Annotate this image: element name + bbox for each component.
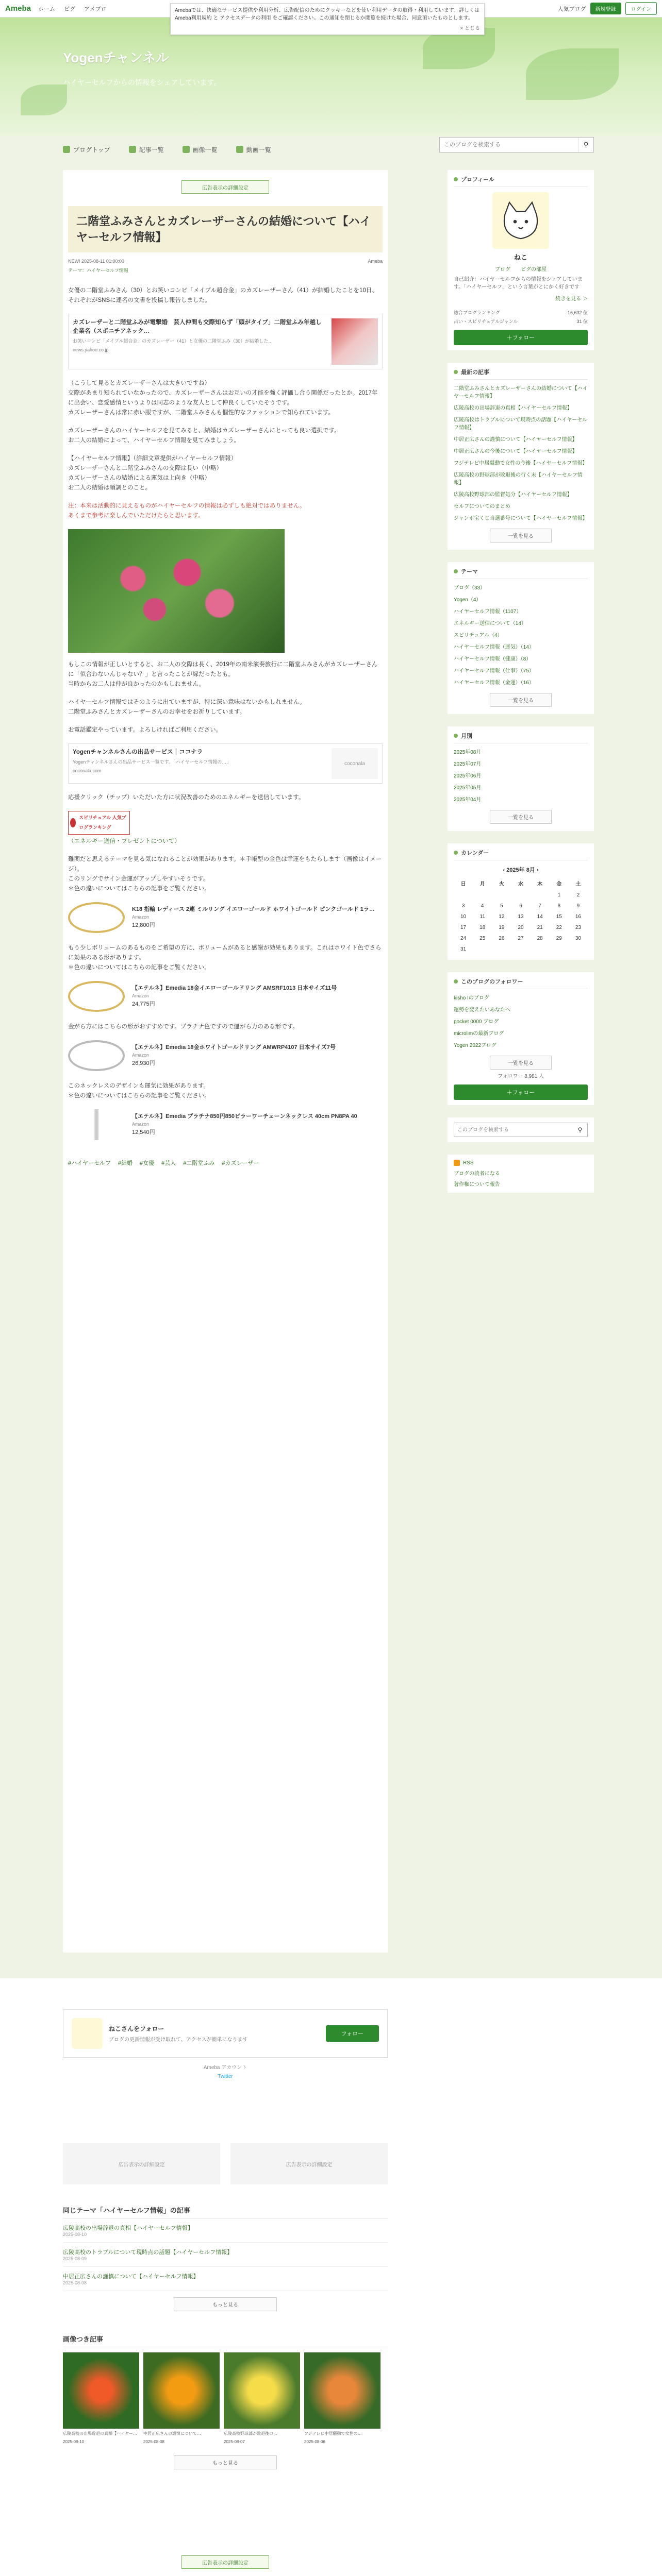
blog-header bbox=[0, 18, 662, 136]
sidebar-search-input[interactable] bbox=[454, 1123, 573, 1137]
related-title: 同じテーマ「ハイヤーセルフ情報」の記事 bbox=[63, 2205, 388, 2218]
product-price: 26,930円 bbox=[132, 1060, 155, 1066]
archive-item[interactable]: 2025年08月 bbox=[454, 750, 482, 755]
cookie-close-button[interactable]: × とじる bbox=[460, 26, 480, 31]
recent-item[interactable]: 広陵高校の出場辞退の真相【ハイヤーセルフ情報】 bbox=[454, 405, 572, 411]
paragraph: （こうして見るとカズレーザーさんは大きいですね） 交際があまり知られていなかったので、カズレーザーさんはお互いの才能を強く評価し合う関係だったとか。2017年に出会い、恋愛感情というよりは同志のような友人として仲良くしていたそうです。 カズレーザーさんは常に赤い服ですが、二階堂ふみさんも個性的なファッションで知られています。 bbox=[68, 380, 378, 416]
ring-image bbox=[68, 902, 125, 933]
hashtag[interactable]: #結婚 bbox=[118, 1160, 133, 1166]
theme-item[interactable]: ハイヤーセルフ情報（健康）（8） bbox=[454, 656, 532, 662]
weekday: 土 bbox=[575, 882, 581, 887]
hashtag[interactable]: #芸人 bbox=[161, 1160, 176, 1166]
ranking-badge[interactable] bbox=[68, 811, 130, 835]
followers-more-button[interactable]: 一覧を見る bbox=[490, 1056, 552, 1070]
card-url: news.yahoo.co.jp bbox=[73, 347, 109, 352]
cookie-notice-text: Amebaでは、快適なサービス提供や利用分析、広告配信のためにクッキーなどを使い利用データの取得・利用しています。詳しくは Ameba利用規約 と アクセスデータの利用 をご確認ください。この通知を閉じるか閲覧を続けた場合、同意頂いたものとします。 bbox=[175, 8, 479, 21]
day bbox=[492, 890, 511, 901]
images-more-button[interactable]: もっと見る bbox=[174, 2455, 277, 2469]
rss-panel bbox=[448, 1155, 594, 1193]
day: 14 bbox=[537, 914, 543, 920]
flower-photo bbox=[68, 529, 285, 653]
twitter-link[interactable]: Twitter bbox=[218, 2074, 233, 2079]
profile-room-link[interactable]: ピグの部屋 bbox=[521, 267, 547, 273]
ad-slot[interactable]: 広告表示の詳細設定 bbox=[230, 2143, 388, 2184]
home-icon bbox=[63, 146, 70, 153]
gallery-item[interactable] bbox=[304, 2352, 380, 2445]
calendar-month: 2025年 8月 bbox=[506, 867, 535, 873]
followers-panel bbox=[448, 972, 594, 1105]
recent-more-button[interactable]: 一覧を見る bbox=[490, 529, 552, 543]
related-item-date: 2025-08-09 bbox=[63, 2256, 87, 2261]
paragraph: 【ハイヤーセルフ情報】（詳細文章提供がハイヤーセルフ情報） カズレーザーさんと二階堂ふみさんの交際は長い（中略） カズレーザーさんの結婚による運気は上向き（中略） お二人の結婚は順調とのこと。 bbox=[68, 455, 237, 491]
product-shop: Amazon bbox=[132, 993, 150, 998]
search-icon[interactable]: ⚲ bbox=[578, 138, 593, 152]
login-button[interactable]: ログイン bbox=[625, 2, 657, 15]
recent-item[interactable]: ジャンボ宝くじ当選番号について【ハイヤーセルフ情報】 bbox=[454, 516, 588, 521]
lower-area bbox=[0, 1978, 662, 2576]
paragraph: もしこの情報が正しいとすると、お二人の交際は長く、2019年の南米演奏旅行に二階堂ふみさんがカズレーザーさんに「似合わないんじゃない？」と言ったことが縁だったとも。 当時からお二人は仲が良かったのかもしれません。 bbox=[68, 662, 378, 687]
weekday: 水 bbox=[518, 882, 523, 887]
day bbox=[473, 890, 492, 901]
follower-item[interactable]: 運勢を変えたいあなたへ bbox=[454, 1007, 510, 1013]
day: 6 bbox=[519, 903, 522, 909]
product-item[interactable] bbox=[68, 1109, 383, 1140]
day bbox=[511, 944, 530, 955]
section-icon bbox=[454, 177, 458, 181]
recent-list bbox=[454, 385, 588, 522]
related-item[interactable] bbox=[63, 2243, 388, 2267]
related-item[interactable] bbox=[63, 2218, 388, 2243]
day: 9 bbox=[576, 903, 580, 909]
product-name: 【エテルネ】Emedia 18金イエローゴールドリング AMSRF1013 日本サイズ11号 bbox=[132, 985, 337, 991]
recent-posts-panel bbox=[448, 363, 594, 550]
follow-big-button[interactable]: フォロー bbox=[326, 2025, 379, 2042]
paragraph: 女優の二階堂ふみさん（30）とお笑いコンビ「メイプル超合金」のカズレーザーさん（41）が結婚したことを10日、それぞれがSNSに連名の文書を投稿し報告しました。 bbox=[68, 287, 378, 303]
bottom-ad-row bbox=[63, 2545, 388, 2576]
theme-item[interactable]: ハイヤーセルフ情報（金運）（16） bbox=[454, 680, 534, 686]
paragraph: 応援クリック（チップ）いただいた方に状況改善のためのエネルギーを送信しています。 bbox=[68, 794, 305, 801]
day: 25 bbox=[479, 936, 486, 941]
paragraph-note: 注：本来は活動的に見えるものがハイヤーセルフの情報は必ずしも絶対ではありません。 あくまで参考に楽しんでいただけたらと思います。 bbox=[68, 503, 306, 519]
archive-item[interactable]: 2025年07月 bbox=[454, 761, 482, 767]
day: 5 bbox=[500, 903, 503, 909]
gallery-item[interactable] bbox=[63, 2352, 139, 2445]
article-title[interactable]: 二階堂ふみさんとカズレーザーさんの結婚について【ハイヤーセルフ情報】 bbox=[76, 215, 371, 244]
image-icon bbox=[183, 146, 190, 153]
sidebar bbox=[448, 170, 594, 1205]
section-icon bbox=[454, 370, 458, 374]
gallery-item[interactable] bbox=[143, 2352, 220, 2445]
image-entries bbox=[63, 2334, 388, 2471]
paragraph: もう少しボリュームのあるものをご希望の方に、ボリュームがあると感謝が効果もあります。これはホワイト色でさらに効果のある形があります。 ＊色の違いについてはこちらの記事をご覧ください。 bbox=[68, 945, 382, 971]
day: 10 bbox=[460, 914, 467, 920]
nav-label: 画像一覧 bbox=[192, 146, 218, 154]
article-date: NEW! 2025-08-11 01:00:00 bbox=[68, 259, 124, 264]
hashtag[interactable]: #カズレーザー bbox=[222, 1160, 259, 1166]
related-item-date: 2025-08-10 bbox=[63, 2232, 87, 2237]
rank-value: 16,632 位 bbox=[567, 310, 588, 315]
theme-list bbox=[454, 584, 588, 687]
hashtag[interactable]: #二階堂ふみ bbox=[183, 1160, 215, 1166]
section-icon bbox=[454, 734, 458, 738]
blog-description: ハイヤーセルフからの情報をシェアしています。 bbox=[63, 78, 221, 87]
theme-item[interactable]: ブログ（33） bbox=[454, 585, 486, 591]
profile-text: 自己紹介：ハイヤーセルフからの情報をシェアしています。「ハイヤーセルフ」という言葉がとにかく好きです bbox=[454, 277, 583, 290]
follow-desc: ブログの更新情報が受け取れて、アクセスが簡単になります bbox=[109, 2037, 248, 2043]
section-icon bbox=[454, 979, 458, 984]
nav-blog-top[interactable] bbox=[63, 145, 110, 154]
gallery-image bbox=[63, 2352, 139, 2429]
gallery-item[interactable] bbox=[224, 2352, 300, 2445]
gallery-date: 2025-08-07 bbox=[224, 2439, 245, 2444]
theme-more-button[interactable]: 一覧を見る bbox=[490, 693, 552, 707]
product-shop: Amazon bbox=[132, 1052, 150, 1058]
follow-box bbox=[63, 2009, 388, 2079]
product-price: 12,800円 bbox=[132, 922, 155, 928]
related-item[interactable] bbox=[63, 2267, 388, 2291]
archive-more-button[interactable]: 一覧を見る bbox=[490, 810, 552, 824]
ameba-logo[interactable]: Ameba bbox=[5, 4, 31, 13]
panel-title: テーマ bbox=[461, 569, 478, 575]
follow-button[interactable]: ＋フォロー bbox=[454, 330, 588, 345]
day: 17 bbox=[460, 925, 467, 930]
day: 1 bbox=[557, 892, 561, 898]
search-input[interactable] bbox=[440, 138, 578, 152]
theme-item[interactable]: スピリチュアル（4） bbox=[454, 633, 503, 638]
day: 29 bbox=[556, 936, 562, 941]
news-link-card[interactable] bbox=[68, 314, 383, 369]
ring-image bbox=[68, 981, 125, 1012]
archive-item[interactable]: 2025年05月 bbox=[454, 785, 482, 791]
ad-slot[interactable]: 広告表示の詳細設定 bbox=[63, 2143, 220, 2184]
product-item[interactable] bbox=[68, 902, 383, 933]
product-name: K18 指輪 レディース 2連 ミルリング イエローゴールド ホワイトゴールド ピンクゴールド 1ラ… bbox=[132, 906, 375, 912]
rank-value: 31 位 bbox=[576, 319, 588, 324]
day: 30 bbox=[575, 936, 581, 941]
panel-title: カレンダー bbox=[461, 850, 489, 856]
recent-item[interactable]: 中居正広さんの今後について【ハイヤーセルフ情報】 bbox=[454, 449, 577, 454]
followers-count: フォロワー 8,981 人 bbox=[497, 1074, 544, 1079]
cookie-notice bbox=[170, 3, 485, 35]
product-item[interactable] bbox=[68, 981, 383, 1012]
popular-blog-link[interactable]: 人気ブログ bbox=[557, 6, 586, 12]
day: 22 bbox=[556, 925, 562, 930]
search-icon[interactable]: ⚲ bbox=[577, 1126, 583, 1133]
panel-title: プロフィール bbox=[461, 177, 494, 183]
nav-label: 記事一覧 bbox=[139, 146, 164, 154]
nav-label: 動画一覧 bbox=[246, 146, 271, 154]
coconala-link-card[interactable] bbox=[68, 743, 383, 784]
product-item[interactable] bbox=[68, 1040, 383, 1071]
day: 27 bbox=[518, 936, 524, 941]
theme-item[interactable]: ハイヤーセルフ情報（1107） bbox=[454, 609, 522, 615]
article-author: Ameba bbox=[368, 259, 383, 264]
rank-label: 総合ブログランキング bbox=[454, 310, 500, 315]
product-shop: Amazon bbox=[132, 1121, 150, 1127]
day: 23 bbox=[575, 925, 581, 930]
follow-label: ねこさんをフォロー bbox=[109, 2025, 164, 2032]
hashtag[interactable]: #女優 bbox=[140, 1160, 155, 1166]
paragraph: 金がら方にはこちらの形がおすすめです。プラチナ色ですので運がら力のある形です。 bbox=[68, 1024, 299, 1030]
follower-item[interactable]: pocket 0000 ブログ bbox=[454, 1019, 499, 1025]
article-title-box bbox=[68, 206, 383, 252]
related-item-title: 中居正広さんの謹慎について【ハイヤーセルフ情報】 bbox=[63, 2274, 199, 2280]
cat-avatar[interactable] bbox=[72, 2018, 103, 2049]
hashtag[interactable]: #ハイヤーセルフ bbox=[68, 1160, 111, 1166]
top-nav bbox=[38, 5, 113, 13]
archive-list bbox=[454, 749, 588, 804]
card-url: coconala.com bbox=[73, 768, 102, 773]
rss-icon bbox=[454, 1160, 460, 1166]
ad-settings-button[interactable]: 広告表示の詳細設定 bbox=[181, 180, 269, 194]
calendar-panel bbox=[448, 843, 594, 960]
day: 31 bbox=[460, 946, 467, 952]
next-month-arrow[interactable]: › bbox=[535, 867, 539, 873]
ad-settings-button[interactable]: 広告表示の詳細設定 bbox=[181, 2555, 269, 2569]
day bbox=[550, 944, 569, 955]
blog-search bbox=[439, 137, 594, 152]
panel-title: 最新の記事 bbox=[461, 369, 489, 376]
prev-month-arrow[interactable]: ‹ bbox=[503, 867, 507, 873]
day: 24 bbox=[460, 936, 467, 941]
recent-item[interactable]: 広陵高校の野球部が敗退後の行く末【ハイヤーセルフ情報】 bbox=[454, 472, 583, 486]
gallery-date: 2025-08-08 bbox=[143, 2439, 164, 2444]
related-entries bbox=[63, 2205, 388, 2313]
day: 4 bbox=[481, 903, 484, 909]
day bbox=[531, 890, 550, 901]
archive-panel bbox=[448, 726, 594, 831]
section-icon bbox=[454, 851, 458, 855]
gallery-image bbox=[143, 2352, 220, 2429]
follower-item[interactable]: microlimの最新ブログ bbox=[454, 1031, 504, 1037]
sidebar-search-panel bbox=[448, 1117, 594, 1142]
product-price: 24,775円 bbox=[132, 1001, 155, 1007]
day: 3 bbox=[461, 903, 465, 909]
theme-item[interactable]: エネルギー送信について（14） bbox=[454, 621, 526, 626]
theme-item[interactable]: Yogen（4） bbox=[454, 597, 482, 603]
day bbox=[531, 944, 550, 955]
gallery-caption: 広陵高校野球部が敗退後の… bbox=[224, 2431, 277, 2436]
theme-panel bbox=[448, 562, 594, 714]
rss-link[interactable]: RSS bbox=[463, 1160, 474, 1166]
ranking-icon bbox=[70, 818, 76, 827]
necklace-image bbox=[68, 1109, 125, 1140]
top-right-actions bbox=[558, 2, 657, 15]
related-item-date: 2025-08-08 bbox=[63, 2280, 87, 2285]
day: 11 bbox=[479, 914, 485, 920]
article-theme[interactable]: テーマ：ハイヤーセルフ情報 bbox=[68, 268, 128, 273]
profile-blog-link[interactable]: ブログ bbox=[495, 267, 510, 273]
profile-more-link[interactable]: 続きを見る ＞ bbox=[555, 296, 588, 302]
followers-list bbox=[454, 994, 588, 1049]
day: 13 bbox=[518, 914, 524, 920]
ring-image bbox=[68, 1040, 125, 1071]
gallery-caption: 広陵高校の出場辞退の真相【ハイヤー… bbox=[63, 2431, 137, 2436]
hashtag-list bbox=[63, 1150, 388, 1167]
register-button[interactable]: 新規登録 bbox=[590, 3, 621, 14]
card-desc: Yogenチャンネルさんの出品サービス一覧です。「ハイヤーセルフ情報の…」 bbox=[73, 759, 231, 765]
leaf-decoration bbox=[526, 48, 619, 100]
image-gallery bbox=[63, 2352, 388, 2445]
day: 26 bbox=[499, 936, 505, 941]
recent-item[interactable]: 広陵高校はトラブルについて現時点の話題【ハイヤーセルフ情報】 bbox=[454, 417, 588, 431]
card-title: Yogenチャンネルさんの出品サービス｜ココナラ bbox=[73, 749, 203, 755]
rss-reader-link[interactable]: ブログの読者になる bbox=[454, 1171, 500, 1177]
recent-item[interactable]: 広陵高校野球部の監督処分【ハイヤーセルフ情報】 bbox=[454, 492, 572, 498]
day bbox=[511, 890, 530, 901]
archive-item[interactable]: 2025年06月 bbox=[454, 773, 482, 779]
product-name: 【エテルネ】Emedia プラチナ850円850ビラーワーチェーンネックレス 40cm PN8PA 40 bbox=[132, 1113, 357, 1120]
day: 15 bbox=[556, 914, 562, 920]
section-icon bbox=[454, 569, 458, 573]
account-label: Ameba アカウント bbox=[203, 2065, 247, 2071]
day: 21 bbox=[537, 925, 543, 930]
nav-entry-list[interactable] bbox=[129, 145, 164, 154]
day: 19 bbox=[499, 925, 505, 930]
archive-item[interactable]: 2025年04月 bbox=[454, 797, 482, 803]
gallery-image bbox=[224, 2352, 300, 2429]
cat-avatar[interactable] bbox=[492, 192, 549, 249]
weekday: 日 bbox=[460, 882, 466, 887]
paragraph: ハイヤーセルフ情報ではそのように出ていますが、特に深い意味はないかもしれません。 二階堂ふみさんとカズレーザーさんのお幸せをお祈りしています。 bbox=[68, 699, 306, 715]
day: 2 bbox=[576, 892, 580, 898]
profile-name[interactable]: ねこ bbox=[514, 253, 527, 261]
nav-home[interactable]: ホーム bbox=[38, 6, 56, 12]
day: 18 bbox=[479, 925, 486, 930]
profile-panel bbox=[448, 170, 594, 350]
day: 16 bbox=[575, 914, 581, 920]
related-item-title: 広陵高校のトラブルについて現時点の話題【ハイヤーセルフ情報】 bbox=[63, 2249, 233, 2256]
blog-title[interactable]: Yogenチャンネル bbox=[63, 50, 169, 65]
day bbox=[492, 944, 511, 955]
product-price: 12,540円 bbox=[132, 1129, 155, 1136]
gallery-date: 2025-08-06 bbox=[304, 2439, 325, 2444]
list-icon bbox=[129, 146, 136, 153]
article-body bbox=[63, 274, 388, 1140]
day: 8 bbox=[557, 903, 561, 909]
theme-item[interactable]: ハイヤーセルフ情報（仕事）（75） bbox=[454, 668, 534, 674]
ranking-badge-label: スピリチュアル 人気ブログランキング bbox=[79, 815, 126, 830]
weekday: 月 bbox=[479, 882, 485, 887]
weekday: 木 bbox=[537, 882, 543, 887]
product-shop: Amazon bbox=[132, 914, 150, 920]
energy-link[interactable]: （エネルギー送信・プレゼントについて） bbox=[68, 838, 180, 844]
nav-image-list[interactable] bbox=[183, 145, 218, 154]
leaf-decoration bbox=[21, 84, 67, 115]
gallery-caption: フジテレビ中居騒動で女性の… bbox=[304, 2431, 362, 2436]
paragraph: お電話鑑定やっています。よろしければご利用ください。 bbox=[68, 727, 222, 733]
images-title: 画像つき記事 bbox=[63, 2334, 388, 2347]
article-meta bbox=[68, 259, 383, 264]
paragraph: 難関だと思えるテーマを見る気になれることが効果があります。＊手帳型の金色は幸運をもたらします（画像はイメージ）。 このリングでサイン金運がアップしやすいそうです。 ＊色の違いについてはこちらの記事をご覧ください。 bbox=[68, 856, 382, 892]
paragraph: カズレーザーさんのハイヤーセルフを見てみると、結婚はカズレーザーさんにとっても良い選択です。 お二人の結婚によって、ハイヤーセルフ情報を見てみましょう。 bbox=[68, 428, 340, 444]
product-name: 【エテルネ】Emedia 18金ホワイトゴールドリング AMWRP4107 日本サイズ7号 bbox=[132, 1044, 336, 1050]
day: 12 bbox=[499, 914, 505, 920]
weekday: 火 bbox=[499, 882, 504, 887]
gallery-image bbox=[304, 2352, 380, 2429]
day bbox=[454, 890, 473, 901]
nav-video-list[interactable] bbox=[236, 145, 271, 154]
calendar-table bbox=[454, 877, 588, 955]
card-title: カズレーザーと二階堂ふみが電撃婚 芸人仲間も交際知らず「頭がタイプ」二階堂ふみ年越し企業名（スポニチアネック… bbox=[73, 319, 322, 334]
weekday: 金 bbox=[556, 882, 562, 887]
day bbox=[473, 944, 492, 955]
follower-item[interactable]: Yogen 2022ブログ bbox=[454, 1043, 497, 1048]
article-column bbox=[63, 170, 388, 1953]
related-item-title: 広陵高校の出場辞退の真相【ハイヤーセルフ情報】 bbox=[63, 2225, 193, 2231]
recent-item[interactable]: 二階堂ふみさんとカズレーザーさんの結婚について【ハイヤーセルフ情報】 bbox=[454, 386, 588, 399]
paragraph: このネックレスのデザインも運気に効果があります。 ＊色の違いについてはこちらの記事をご覧ください。 bbox=[68, 1083, 210, 1099]
card-desc: お笑いコンビ「メイプル超合金」のカズレーザー（41）と女優の二階堂ふみ（30）が結婚した… bbox=[73, 338, 273, 344]
day: 28 bbox=[537, 936, 543, 941]
follow-button-secondary[interactable]: ＋フォロー bbox=[454, 1084, 588, 1100]
recent-item[interactable]: フジテレビ中居騒動で女性の今後【ハイヤーセルフ情報】 bbox=[454, 461, 588, 466]
video-icon bbox=[236, 146, 243, 153]
coconala-logo: coconala bbox=[332, 748, 378, 779]
day bbox=[569, 944, 588, 955]
panel-title: このブログのフォロワー bbox=[461, 979, 523, 985]
panel-title: 月別 bbox=[461, 733, 472, 739]
rank-label: 占い・スピリチュアルジャンル bbox=[454, 319, 518, 324]
card-thumbnail bbox=[332, 318, 378, 365]
nav-label: ブログトップ bbox=[73, 146, 110, 154]
day: 20 bbox=[518, 925, 524, 930]
related-more-button[interactable]: もっと見る bbox=[174, 2297, 277, 2311]
gallery-date: 2025-08-10 bbox=[63, 2439, 84, 2444]
gallery-caption: 中居正広さんの謹慎について… bbox=[143, 2431, 201, 2436]
recent-item[interactable]: セルフについてのまとめ bbox=[454, 504, 510, 510]
follower-item[interactable]: kisho Iのブログ bbox=[454, 995, 489, 1001]
report-link[interactable]: 著作権について報告 bbox=[454, 1182, 500, 1188]
nav-pigg[interactable]: ピグ bbox=[64, 6, 76, 12]
recent-item[interactable]: 中居正広さんの謹慎について【ハイヤーセルフ情報】 bbox=[454, 437, 577, 443]
nav-ameblo[interactable]: アメブロ bbox=[84, 6, 107, 12]
day: 7 bbox=[538, 903, 541, 909]
theme-item[interactable]: ハイヤーセルフ情報（運気）（14） bbox=[454, 645, 534, 650]
ad-row bbox=[63, 2143, 388, 2184]
